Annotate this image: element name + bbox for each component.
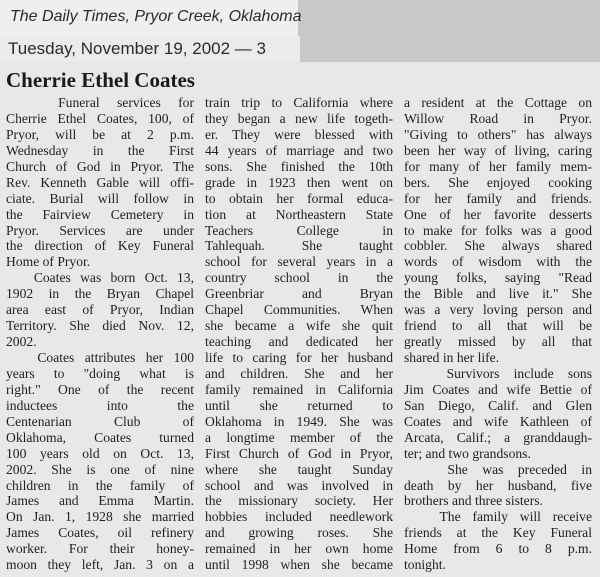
article-text-line: James Coates, oil refinery [6, 525, 194, 541]
article-text-line: hobbies included needlework [205, 509, 393, 525]
article-text-line: and children. She and her [205, 365, 393, 381]
article-text-line: Home of Pryor. [6, 254, 91, 270]
article-text-line: until she returned to [205, 397, 393, 413]
article-text-line: to obtain her formal educa- [205, 190, 393, 206]
article-text-line: Church of God in Pryor. The [6, 158, 194, 174]
article-text-line: the Fairview Cemetery in [6, 206, 194, 222]
article-text-line: they began a new life togeth- [205, 110, 393, 126]
article-text-line: brothers and three sisters. [404, 493, 543, 509]
article-text-line: young folks, saying "Read [404, 270, 592, 286]
article-text-line: First Church of God in Pryor, [205, 445, 393, 461]
obituary-clipping [0, 62, 600, 577]
article-text-line: 1902 in the Bryan Chapel [6, 286, 194, 302]
article-text-line: the direction of Key Funeral [6, 238, 194, 254]
article-text-line: Arcata, Calif.; a granddaugh- [404, 429, 592, 445]
article-text-line: Rev. Kenneth Gable will offi- [6, 174, 194, 190]
article-text-line: years to "doing what is [6, 365, 194, 381]
article-text-line: right." One of the recent [6, 381, 194, 397]
article-text-line: Chapel Communities. When [205, 302, 393, 318]
article-text-line: Greenbriar and Bryan [205, 286, 393, 302]
article-text-line: train trip to California where [205, 95, 393, 110]
article-text-line: On Jan. 1, 1928 she married [6, 509, 194, 525]
article-text-line: for many of her family mem- [404, 158, 592, 174]
article-column-1 [6, 95, 194, 573]
article-column-3 [404, 95, 592, 573]
article-text-line: shared in her life. [404, 350, 500, 365]
article-text-line: The family will receive [404, 509, 592, 525]
article-text-line: worker. For their honey- [6, 541, 194, 557]
article-text-line: where she taught Sunday [205, 461, 393, 477]
article-text-line: ter; and two grandsons. [404, 445, 531, 461]
article-text-line: Cherrie Ethel Coates, 100, of [6, 110, 194, 126]
article-text-line: until 1998 when she became [205, 557, 393, 573]
article-text-line: San Diego, Calif. and Glen [404, 397, 592, 413]
article-text-line: Wednesday in the First [6, 142, 194, 158]
dateline: Tuesday, November 19, 2002 — 3 [8, 39, 266, 58]
article-text-line: friends at the Key Funeral [404, 525, 592, 541]
article-text-line: Centenarian Club of [6, 413, 194, 429]
article-text-line: words of wisdom with the [404, 254, 592, 270]
article-text-line: Coates attributes her 100 [6, 350, 194, 365]
article-text-line: Tahlequah. She taught [205, 238, 393, 254]
article-text-line: greatly missed by all that [404, 334, 592, 350]
article-text-line: Coates was born Oct. 13, [6, 270, 194, 286]
article-text-line: tion at Northeastern State [205, 206, 393, 222]
article-text-line: a resident at the Cottage on [404, 95, 592, 110]
article-text-line: One of her favorite desserts [404, 206, 592, 222]
article-text-line: death by her husband, five [404, 477, 592, 493]
dateline-clipping [0, 36, 300, 63]
article-text-line: children in the family of [6, 477, 194, 493]
article-text-line: Pryor. Services are under [6, 222, 194, 238]
article-text-line: school and was involved in [205, 477, 393, 493]
article-column-2 [205, 95, 393, 573]
article-text-line: friend to all that will be [404, 318, 592, 334]
article-text-line: for her family and friends. [404, 190, 592, 206]
article-text-line: 44 years of marriage and two [205, 142, 393, 158]
article-text-line: and growing roses. She [205, 525, 393, 541]
article-text-line: family remained in California [205, 381, 393, 397]
article-text-line: Survivors include sons [404, 365, 592, 381]
article-text-line: she became a wife she quit [205, 318, 393, 334]
article-text-line: She was preceded in [404, 461, 592, 477]
article-text-line: was a very loving person and [404, 302, 592, 318]
article-text-line: life to caring for her husband [205, 350, 393, 365]
article-text-line: remained in her own home [205, 541, 393, 557]
article-text-line: ciate. Burial will follow in [6, 190, 194, 206]
article-text-line: Coates and wife Kathleen of [404, 413, 592, 429]
article-text-line: sons. She finished the 10th [205, 158, 393, 174]
article-text-line: teaching and dedicated her [205, 334, 393, 350]
article-text-line: 2002. [6, 334, 37, 350]
article-text-line: Funeral services for [6, 95, 194, 110]
article-text-line: Pryor, will be at 2 p.m. [6, 126, 194, 142]
article-text-line: grade in 1923 then went on [205, 174, 393, 190]
newspaper-name: The Daily Times, Pryor Creek, Oklahoma [10, 8, 302, 25]
article-text-line: Home from 6 to 8 p.m. [404, 541, 592, 557]
article-text-line: to make for folks was a good [404, 222, 592, 238]
article-text-line: Oklahoma, Coates turned [6, 429, 194, 445]
article-text-line: been her way of living, caring [404, 142, 592, 158]
article-text-line: er. They were blessed with [205, 126, 393, 142]
article-text-line: James and Emma Martin. [6, 493, 194, 509]
article-text-line: Territory. She died Nov. 12, [6, 318, 194, 334]
article-text-line: bers. She enjoyed cooking [404, 174, 592, 190]
article-text-line: Teachers College in [205, 222, 393, 238]
article-text-line: cobbler. She always shared [404, 238, 592, 254]
article-text-line: tonight. [404, 557, 446, 573]
article-title: Cherrie Ethel Coates [6, 68, 195, 92]
article-text-line: area east of Pryor, Indian [6, 302, 194, 318]
masthead-clipping [0, 0, 302, 36]
article-text-line: Oklahoma in 1949. She was [205, 413, 393, 429]
article-text-line: moon they left, Jan. 3 on a [6, 557, 194, 573]
article-text-line: a longtime member of the [205, 429, 393, 445]
article-text-line: Jim Coates and wife Bettie of [404, 381, 592, 397]
article-text-line: the Bible and live it." She [404, 286, 592, 302]
article-text-line: Willow Road in Pryor. [404, 110, 592, 126]
article-text-line: the missionary society. Her [205, 493, 393, 509]
article-text-line: 100 years old on Oct. 13, [6, 445, 194, 461]
article-text-line: 2002. She is one of nine [6, 461, 194, 477]
article-text-line: inductees into the [6, 397, 194, 413]
article-text-line: school for several years in a [205, 254, 393, 270]
article-text-line: "Giving to others" has always [404, 126, 592, 142]
article-text-line: country school in the [205, 270, 393, 286]
